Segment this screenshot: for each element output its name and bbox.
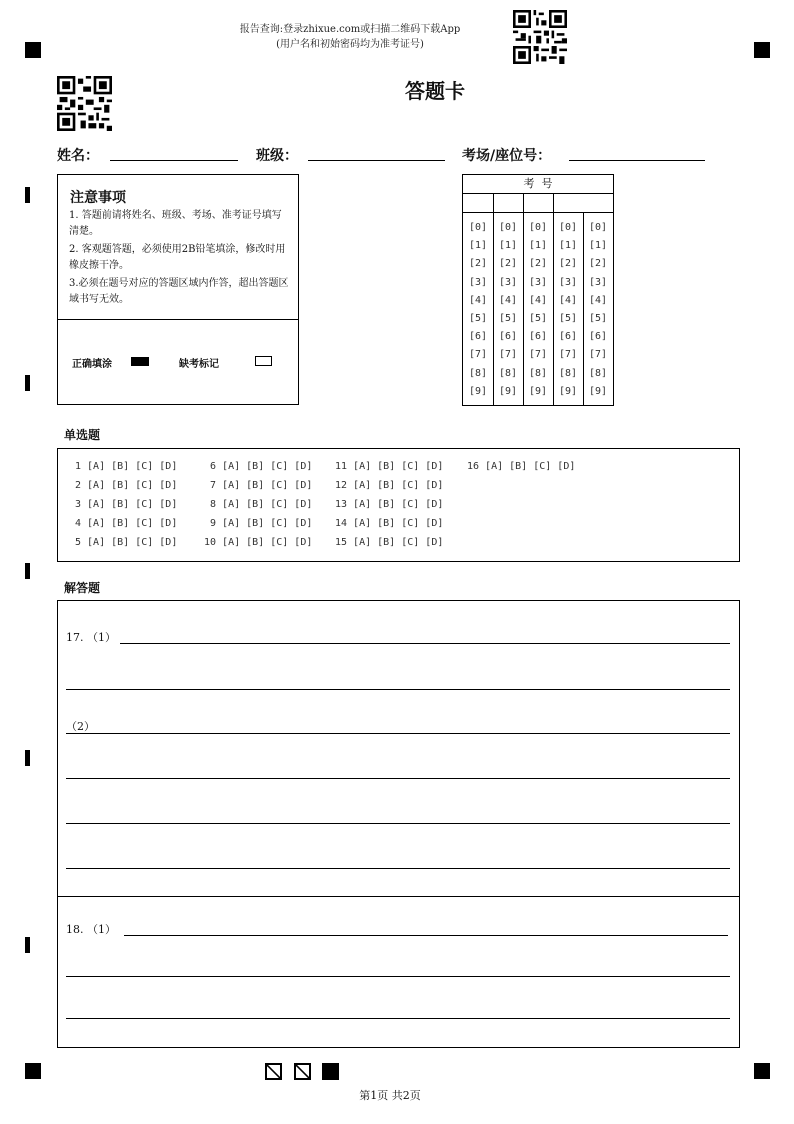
exam-digit-bubble[interactable]: [5] [499,313,518,324]
timing-mark [25,187,30,203]
choice-question-row[interactable]: 13 [A] [B] [C] [D] [335,499,444,510]
page-mark-slash [265,1063,282,1080]
question-17-part-1-label: 17. （1） [66,631,116,644]
choice-question-row[interactable]: 6 [A] [B] [C] [D] [204,461,313,472]
exam-digit-bubble[interactable]: [6] [559,331,578,343]
answer-line[interactable] [66,976,730,977]
choice-question-row[interactable]: 2 [A] [B] [C] [D] [75,480,178,491]
exam-digit-bubble[interactable]: [4] [559,294,578,306]
exam-digit-bubble[interactable]: [9] [499,385,518,397]
exam-digit-bubble[interactable]: [0] [499,222,518,233]
exam-digit-bubble[interactable]: [5] [529,313,548,324]
exam-digit-bubble[interactable]: [9] [559,385,578,397]
page-title: 答题卡 [405,79,465,103]
name-field[interactable] [110,160,238,161]
exam-digit-bubble[interactable]: [0] [469,222,488,233]
legend-correct-swatch [131,357,149,366]
corner-mark-bl [25,1063,41,1079]
exam-digit-bubble[interactable]: [3] [559,276,578,288]
choice-question-row[interactable]: 16 [A] [B] [C] [D] [467,461,576,472]
answer-section-label: 解答题 [64,581,101,595]
class-label: 班级： [256,148,298,164]
question-18-part-1-label: 18. （1） [66,923,116,936]
exam-digit-bubble[interactable]: [2] [589,258,608,270]
exam-number-input-box[interactable] [554,193,584,212]
exam-digit-bubble[interactable]: [1] [589,240,608,252]
exam-digit-bubble[interactable]: [5] [469,313,488,324]
exam-number-input-box[interactable] [463,193,494,212]
exam-digit-bubble[interactable]: [9] [589,385,608,397]
choice-question-row[interactable]: 14 [A] [B] [C] [D] [335,518,444,529]
answer-line[interactable] [66,1018,730,1019]
exam-digit-bubble[interactable]: [0] [529,222,548,233]
choice-question-row[interactable]: 10 [A] [B] [C] [D] [204,537,313,548]
notice-box [57,174,299,405]
choice-answer-box [57,448,740,562]
report-note [200,22,500,52]
exam-digit-bubble[interactable]: [4] [589,294,608,306]
timing-mark [25,937,30,953]
exam-digit-bubble[interactable]: [4] [529,294,548,306]
exam-digit-bubble[interactable]: [9] [529,385,548,397]
timing-mark [25,750,30,766]
timing-mark [25,375,30,391]
exam-digit-bubble[interactable]: [3] [499,276,518,288]
page-mark-filled [322,1063,339,1080]
answer-line[interactable] [66,733,730,734]
exam-number-grid [462,174,614,406]
choice-question-row[interactable]: 3 [A] [B] [C] [D] [75,499,178,510]
exam-digit-bubble[interactable]: [8] [589,367,608,379]
question-divider [58,896,739,897]
sheet-qr-code [57,76,112,131]
choice-question-row[interactable]: 5 [A] [B] [C] [D] [75,537,178,548]
slash-icon [296,1065,311,1080]
exam-digit-bubble[interactable]: [1] [469,240,488,252]
choice-section-label: 单选题 [64,428,101,442]
report-note-line1: 报告查询:登录zhixue.com或扫描二维码下载App [239,24,461,35]
name-label: 姓名： [57,148,99,164]
answer-line[interactable] [124,935,728,936]
download-qr-code [513,10,567,64]
exam-digit-bubble[interactable]: [4] [469,294,488,306]
notice-title: 注意事项 [70,190,126,206]
exam-digit-bubble[interactable]: [4] [499,294,518,306]
choice-question-row[interactable]: 12 [A] [B] [C] [D] [335,480,444,491]
legend-correct-label: 正确填涂 [72,359,112,370]
exam-digit-bubble[interactable]: [1] [559,240,578,252]
exam-digit-bubble[interactable]: [7] [589,349,608,361]
exam-digit-bubble[interactable]: [3] [589,276,608,288]
exam-digit-bubble[interactable]: [6] [499,331,518,343]
corner-mark-br [754,1063,770,1079]
exam-digit-bubble[interactable]: [5] [559,313,578,324]
report-note-line2: (用户名和初始密码均为准考证号) [276,39,424,50]
answer-line[interactable] [66,689,730,690]
exam-digit-bubble[interactable]: [9] [469,385,488,397]
choice-question-row[interactable]: 15 [A] [B] [C] [D] [335,537,444,548]
exam-digit-bubble[interactable]: [5] [589,313,608,324]
exam-digit-bubble[interactable]: [6] [589,331,608,343]
notice-item: 3.必须在题号对应的答题区域内作答，超出答题区域书写无效。 [69,278,289,305]
exam-digit-bubble[interactable]: [3] [469,276,488,288]
exam-digit-bubble[interactable]: [1] [499,240,518,252]
choice-question-row[interactable]: 11 [A] [B] [C] [D] [335,461,444,472]
exam-digit-bubble[interactable]: [2] [559,258,578,270]
class-field[interactable] [308,160,445,161]
answer-area-box [57,600,740,1048]
legend-absent-label: 缺考标记 [179,359,219,370]
exam-digit-bubble[interactable]: [6] [529,331,548,343]
page-mark-slash [294,1063,311,1080]
exam-number-header: 考 号 [463,175,613,194]
exam-digit-bubble[interactable]: [7] [529,349,548,361]
notice-item: 2. 客观题答题，必须使用2B铅笔填涂，修改时用橡皮擦干净。 [69,244,286,271]
choice-question-row[interactable]: 7 [A] [B] [C] [D] [204,480,313,491]
corner-mark-tl [25,42,41,58]
exam-digit-bubble[interactable]: [7] [499,349,518,361]
answer-line[interactable] [120,643,730,644]
seat-field[interactable] [569,160,705,161]
question-17-part-2-label: （2） [66,720,95,733]
timing-mark [25,563,30,579]
exam-digit-bubble[interactable]: [7] [469,349,488,361]
notice-item: 1. 答题前请将姓名、班级、考场、准考证号填写清楚。 [69,210,282,237]
corner-mark-tr [754,42,770,58]
choice-question-row[interactable]: 1 [A] [B] [C] [D] [75,461,178,472]
answer-line[interactable] [66,868,730,869]
exam-digit-bubble[interactable]: [7] [559,349,578,361]
answer-line[interactable] [66,778,730,779]
exam-digit-bubble[interactable]: [2] [499,258,518,270]
exam-digit-bubble[interactable]: [0] [589,222,608,233]
exam-digit-bubble[interactable]: [0] [559,222,578,233]
page-number: 第1页 共2页 [359,1089,421,1102]
slash-icon [267,1065,282,1080]
exam-digit-bubble[interactable]: [3] [529,276,548,288]
seat-label: 考场/座位号： [462,148,552,164]
notice-divider [58,319,298,320]
exam-digit-bubble[interactable]: [8] [559,367,578,379]
choice-question-row[interactable]: 8 [A] [B] [C] [D] [204,499,313,510]
exam-digit-bubble[interactable]: [1] [529,240,548,252]
exam-digit-bubble[interactable]: [6] [469,331,488,343]
answer-line[interactable] [66,823,730,824]
exam-digit-bubble[interactable]: [8] [529,367,548,379]
exam-digit-bubble[interactable]: [8] [499,367,518,379]
exam-number-input-box[interactable] [494,193,524,212]
exam-number-input-box[interactable] [524,193,554,212]
choice-question-row[interactable]: 9 [A] [B] [C] [D] [204,518,313,529]
exam-digit-bubble[interactable]: [2] [529,258,548,270]
exam-digit-bubble[interactable]: [2] [469,258,488,270]
absent-mark-box[interactable] [255,356,272,366]
exam-digit-bubble[interactable]: [8] [469,367,488,379]
choice-question-row[interactable]: 4 [A] [B] [C] [D] [75,518,178,529]
